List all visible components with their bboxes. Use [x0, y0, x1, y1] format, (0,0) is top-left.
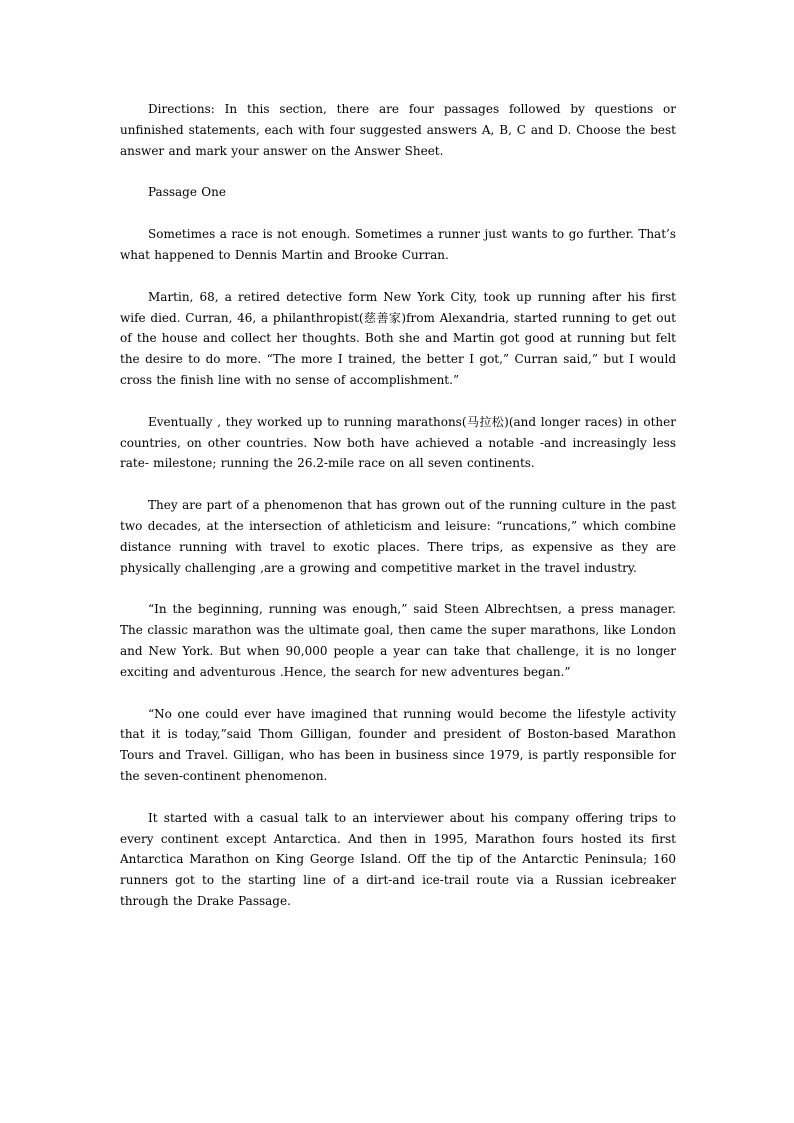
paragraph-6: “No one could ever have imagined that running would become the lifestyle activity that it is today,”said Thom Gilligan, founder and president of Boston-based Marathon Tours and Travel. Gilligan, who has been in business since 1979, is partly responsible for the seven-continent phenomenon. [120, 706, 676, 783]
paragraph-4: They are part of a phenomenon that has grown out of the running culture in the past two decades, at the intersection of athleticism and leisure: “runcations,” which combine distance running with travel to exotic places. There trips, as expensive as they are physically challenging ,are a growing and competitive market in the travel industry. [120, 498, 676, 575]
paragraph-5: “In the beginning, running was enough,” said Steen Albrechtsen, a press manager. The classic marathon was the ultimate goal, then came the super marathons, like London and New York. But when 90,000 people a year can take that challenge, it is no longer exciting and adventurous .Hence, the search for new adventures began.” [120, 602, 676, 679]
paragraph-7: It started with a casual talk to an interviewer about his company offering trips to every continent except Antarctica. And then in 1995, Marathon fours hosted its first Antarctica Marathon on King George Island. Off the tip of the Antarctic Peninsula; 160 runners got to the starting line of a dirt-and ice-trail route via a Russian icebreaker through the Drake Passage. [120, 810, 676, 908]
passage-title: Passage One [148, 185, 226, 200]
paragraph-1: Sometimes a race is not enough. Sometimes a runner just wants to go further. That’s what happened to Dennis Martin and Brooke Curran. [120, 227, 676, 262]
paragraph-3: Eventually , they worked up to running marathons(马拉松)(and longer races) in other countries, on other countries. Now both have achieved a notable -and increasingly less rate- milestone; running the 26.2-mile race on all seven continents. [120, 414, 676, 471]
paragraph-2: Martin, 68, a retired detective form New York City, took up running after his first wife died. Curran, 46, a philanthropist(慈善家)from Alexandria, started running to get out of the house and collect her thoughts. Both she and Martin got good at running but felt the desire to do more. “The more I trained, the better I got,” Curran said,” but I would cross the finish line with no sense of accomplishment.” [120, 289, 676, 387]
directions-text: Directions: In this section, there are four passages followed by questions or unfinished statements, each with four suggested answers A, B, C and D. Choose the best answer and mark your answer on the Answer Sheet. [120, 102, 676, 158]
document-page [120, 99, 676, 912]
